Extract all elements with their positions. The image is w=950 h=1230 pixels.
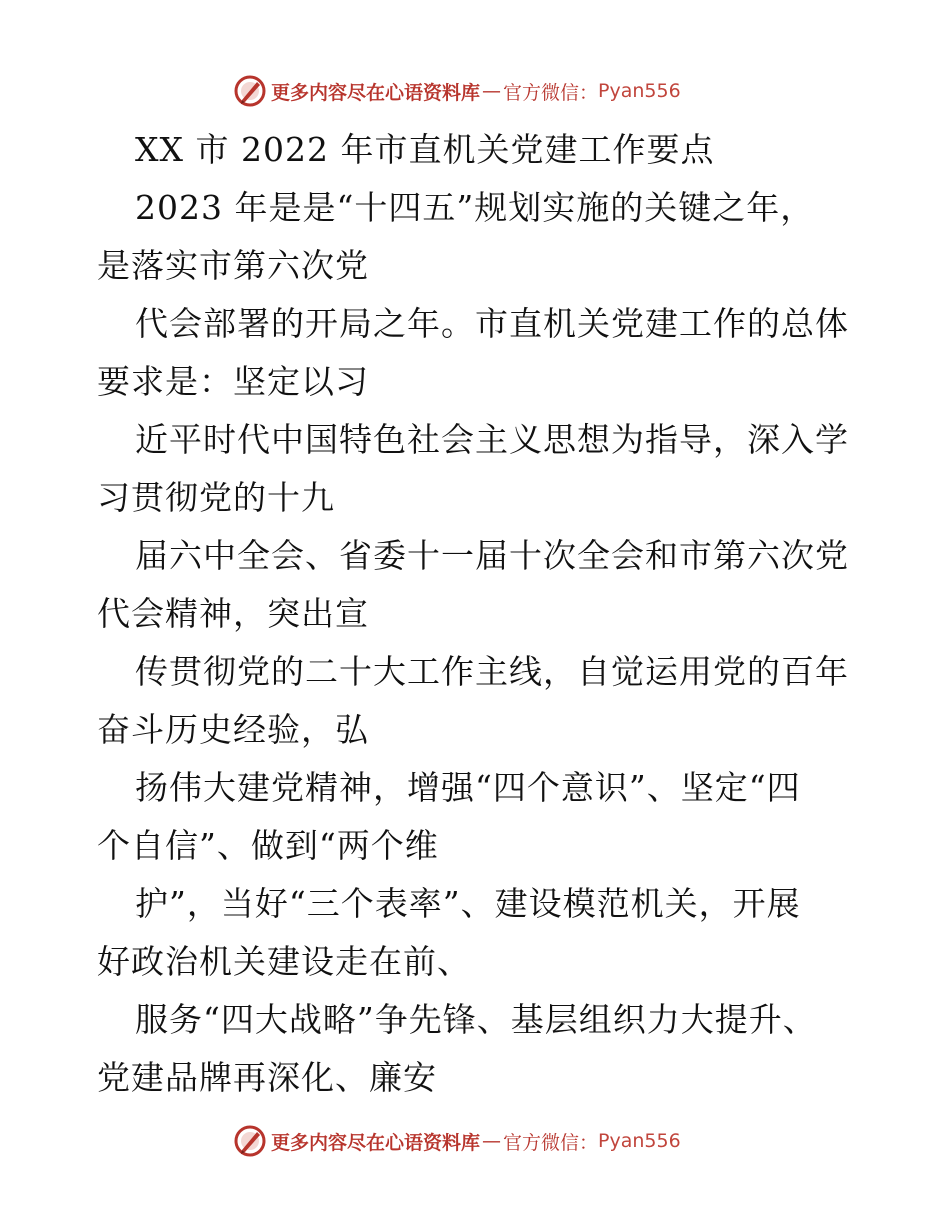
- text-line: 个自信”、做到“两个维: [97, 826, 439, 865]
- banner-account-label: 官方微信：: [503, 1131, 599, 1154]
- text-line: 扬伟大建党精神，增强“四个意识”、坚定“四: [135, 768, 801, 807]
- banner-separator: —: [482, 80, 502, 102]
- text-line: 传贯彻党的二十大工作主线，自觉运用党的百年: [135, 652, 849, 691]
- text-line: 代会部署的开局之年。市直机关党建工作的总体: [135, 304, 849, 343]
- pen-circle-logo-icon: [233, 74, 267, 108]
- text-line: 代会精神，突出宣: [97, 594, 369, 633]
- text-line: 党建品牌再深化、廉安: [97, 1058, 437, 1097]
- text-line: 是落实市第六次党: [97, 246, 369, 285]
- document-body: [97, 121, 857, 1107]
- text-line: XX 市 2022 年市直机关党建工作要点: [135, 130, 715, 169]
- banner-site-text: 更多内容尽在心语资料库: [271, 1131, 481, 1154]
- text-line: 护”，当好“三个表率”、建设模范机关，开展: [135, 884, 801, 923]
- text-line: 服务“四大战略”争先锋、基层组织力大提升、: [135, 1000, 817, 1039]
- header-watermark-banner: [233, 72, 713, 110]
- text-line: 习贯彻党的十九: [97, 478, 335, 517]
- text-line: 奋斗历史经验，弘: [97, 710, 369, 749]
- text-line: 要求是：坚定以习: [97, 362, 369, 401]
- footer-watermark-banner: [233, 1122, 713, 1160]
- text-line: 好政治机关建设走在前、: [97, 942, 471, 981]
- text-line: 近平时代中国特色社会主义思想为指导，深入学: [135, 420, 849, 459]
- banner-account-id: Pyan556: [598, 1130, 681, 1152]
- text-line: 2023 年是是“十四五”规划实施的关键之年，: [135, 188, 815, 227]
- banner-account-id: Pyan556: [598, 80, 681, 102]
- banner-site-text: 更多内容尽在心语资料库: [271, 81, 481, 104]
- banner-account-label: 官方微信：: [503, 81, 599, 104]
- text-line: 届六中全会、省委十一届十次全会和市第六次党: [135, 536, 849, 575]
- pen-circle-logo-icon: [233, 1124, 267, 1158]
- banner-separator: —: [482, 1130, 502, 1152]
